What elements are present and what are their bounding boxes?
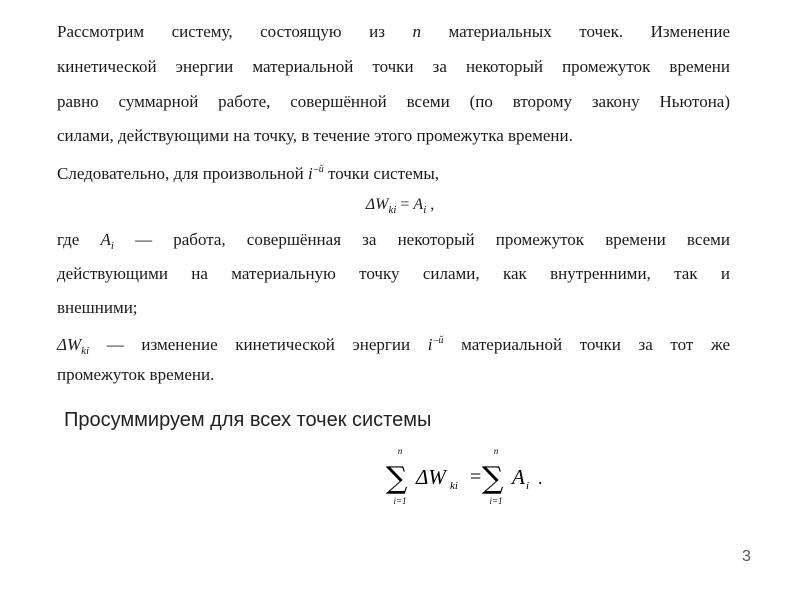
paragraph-3-line-1: [57, 331, 730, 361]
variable-n: n: [412, 22, 421, 41]
subscript: i: [110, 240, 114, 252]
subscript: ki: [81, 345, 90, 357]
sum1-sigma: ∑: [386, 461, 408, 496]
variable-A: A: [100, 230, 111, 249]
sum-lhs: ΔW: [416, 465, 446, 489]
text: Следовательно, для произвольной: [57, 164, 308, 183]
text: — изменение кинетической энергии: [106, 335, 411, 354]
sum-lhs-subscript: ki: [450, 480, 458, 492]
paragraph-1-line-4: силами, действующими на точку, в течение этого промежутка времени.: [57, 126, 573, 145]
page-number: 3: [742, 548, 751, 565]
paragraph-1-line-3: равно суммарной работе, совершённой всеми (по второму закону Ньютона): [57, 92, 730, 111]
variable-i: i: [427, 335, 433, 354]
formula-lhs-subscript: ki: [388, 204, 397, 216]
text: материальной точки за тот же: [461, 335, 731, 354]
formula-energy-work: [0, 195, 800, 220]
word: где: [57, 230, 80, 249]
sum1-lower: i=1: [393, 496, 407, 506]
word: точек.: [579, 22, 624, 41]
symbol-i: [428, 335, 444, 354]
sum2-upper: n: [493, 446, 499, 456]
word: Изменение: [650, 22, 731, 41]
variable-i: i: [308, 164, 313, 183]
paragraph-2-line-1: [57, 230, 730, 256]
formula-equals: =: [396, 196, 414, 213]
word: из: [369, 22, 385, 41]
sum1-upper: n: [397, 446, 403, 456]
sum-rhs-subscript: i: [526, 480, 530, 492]
section-heading: Просуммируем для всех точек системы: [64, 409, 432, 431]
variable-delta-w: ΔW: [57, 335, 82, 354]
word: материальных: [448, 22, 552, 41]
formula-rhs: A: [413, 196, 424, 213]
paragraph-3-line-2: промежуток времени.: [57, 365, 215, 384]
paragraph-1-line-1: [57, 22, 730, 42]
paragraph-1-line-2: кинетической энергии материальной точки за некоторый промежуток времени: [57, 57, 730, 76]
formula-lhs: ΔW: [365, 196, 389, 213]
symbol-delta-w: [57, 335, 90, 357]
word: систему,: [171, 22, 233, 41]
paragraph-1-line-5: [57, 160, 730, 184]
word: Рассмотрим: [57, 22, 145, 41]
superscript: –й: [433, 335, 444, 346]
formula-tail: ,: [426, 196, 435, 213]
text: — работа, совершённая за некоторый промежуток времени всеми: [135, 230, 731, 249]
text: точки системы,: [323, 164, 439, 183]
sum2-lower: i=1: [489, 496, 503, 506]
sum-equals: =: [470, 466, 482, 488]
word: состоящую: [260, 22, 342, 41]
symbol-A: [100, 230, 114, 252]
paragraph-2-line-2: действующими на материальную точку силами, как внутренними, так и: [57, 264, 730, 283]
sum-tail: .: [538, 468, 543, 488]
sum-rhs: A: [512, 465, 525, 489]
sum2-sigma: ∑: [482, 461, 504, 496]
formula-rhs-subscript: i: [423, 204, 427, 216]
paragraph-2-line-3: внешними;: [57, 298, 138, 317]
superscript: –й: [313, 164, 324, 175]
formula-summation: [386, 446, 576, 516]
